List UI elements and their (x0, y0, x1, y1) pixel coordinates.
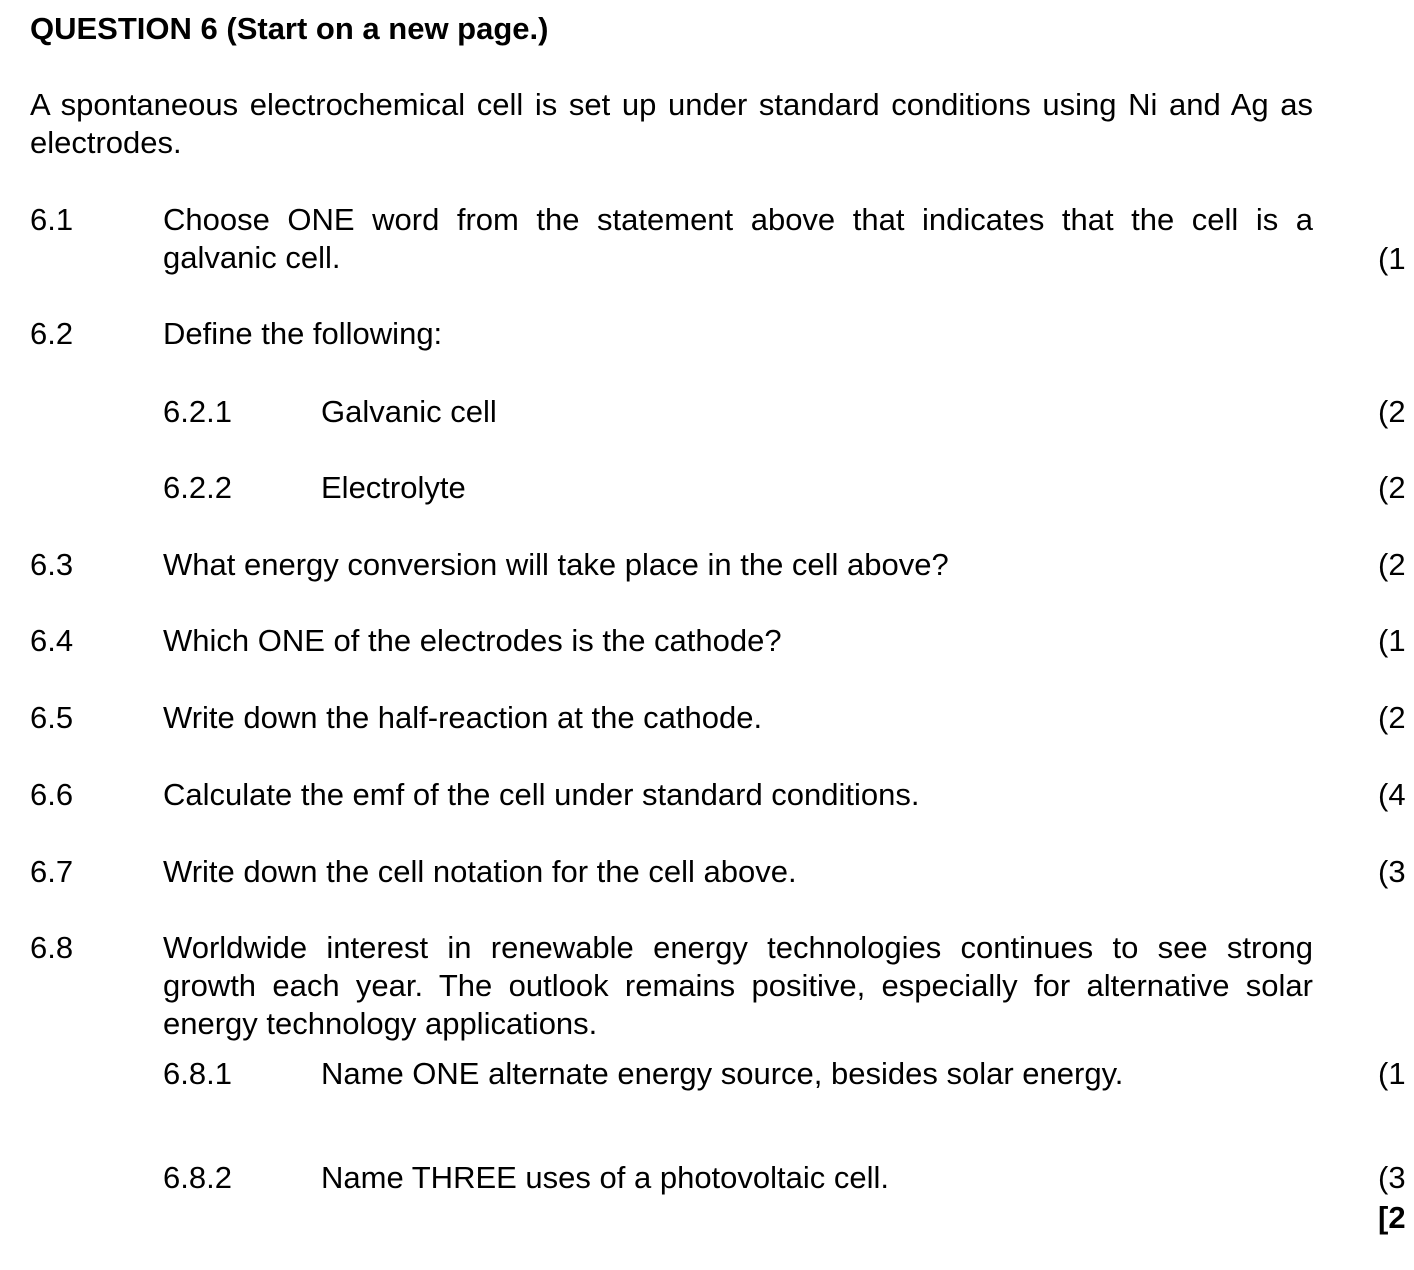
item-number-6-8: 6.8 (30, 930, 74, 965)
question-intro: A spontaneous electrochemical cell is set up under standard conditions using Ni and Ag as electrodes. (30, 87, 1313, 160)
item-marks-6-6: (4 (1378, 777, 1406, 812)
item-marks-6-8-2: (3 (1378, 1160, 1406, 1195)
item-number-6-8-1: 6.8.1 (163, 1056, 232, 1091)
item-number-6-5: 6.5 (30, 700, 74, 735)
item-number-6-8-2: 6.8.2 (163, 1160, 232, 1195)
item-number-6-2: 6.2 (30, 316, 74, 351)
item-marks-6-3: (2 (1378, 547, 1406, 582)
item-marks-6-5: (2 (1378, 700, 1406, 735)
item-number-6-7: 6.7 (30, 854, 74, 889)
item-text-6-3: What energy conversion will take place in the cell above? (163, 547, 949, 582)
item-text-6-8-1: Name ONE alternate energy source, besides solar energy. (321, 1056, 1124, 1091)
item-text-6-6: Calculate the emf of the cell under standard conditions. (163, 777, 920, 812)
item-text-6-2-2: Electrolyte (321, 470, 466, 505)
item-number-6-3: 6.3 (30, 547, 74, 582)
item-text-6-8: Worldwide interest in renewable energy technologies continues to see strong growth each year. The outlook remains positive, especially for alternative solar energy technology applications. (163, 930, 1313, 1041)
item-text-6-5: Write down the half-reaction at the cathode. (163, 700, 763, 735)
item-text-6-1: Choose ONE word from the statement above that indicates that the cell is a galvanic cell. (163, 202, 1313, 275)
question-title: QUESTION 6 (Start on a new page.) (30, 11, 549, 46)
item-marks-6-1: (1 (1378, 241, 1406, 276)
item-number-6-2-2: 6.2.2 (163, 470, 232, 505)
item-number-6-4: 6.4 (30, 623, 74, 658)
item-number-6-6: 6.6 (30, 777, 74, 812)
item-marks-6-7: (3 (1378, 854, 1406, 889)
item-number-6-2-1: 6.2.1 (163, 394, 232, 429)
item-text-6-4: Which ONE of the electrodes is the cathode? (163, 623, 782, 658)
item-text-6-7: Write down the cell notation for the cell above. (163, 854, 797, 889)
item-text-6-8-2: Name THREE uses of a photovoltaic cell. (321, 1160, 890, 1195)
item-number-6-1: 6.1 (30, 202, 74, 237)
item-marks-6-4: (1 (1378, 623, 1406, 658)
item-text-6-2-1: Galvanic cell (321, 394, 497, 429)
item-marks-6-8-1: (1 (1378, 1056, 1406, 1091)
question-total-marks: [2 (1378, 1200, 1406, 1235)
item-text-6-2: Define the following: (163, 316, 443, 351)
item-marks-6-2-2: (2 (1378, 470, 1406, 505)
item-marks-6-2-1: (2 (1378, 394, 1406, 429)
